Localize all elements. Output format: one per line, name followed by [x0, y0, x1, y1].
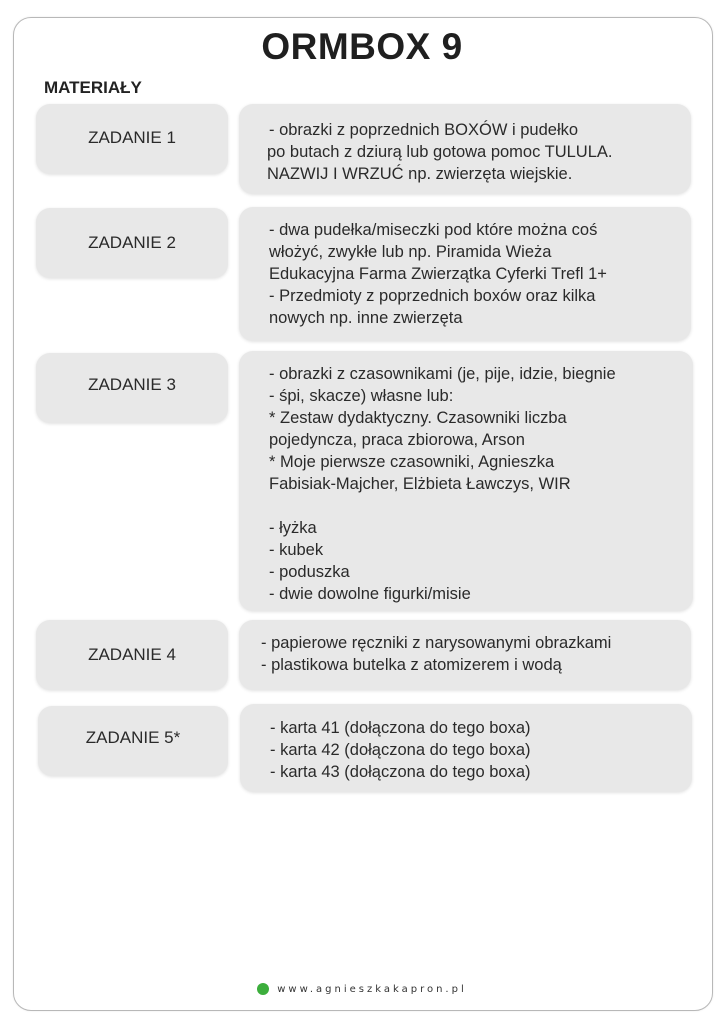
task-2-line: Edukacyjna Farma Zwierzątka Cyferki Trefl 1+	[269, 265, 607, 283]
task-label-2-text: ZADANIE 2	[88, 233, 176, 252]
task-2-line: - Przedmioty z poprzednich boxów oraz kilka	[269, 287, 596, 305]
leaf-icon	[257, 983, 269, 995]
task-label-1-text: ZADANIE 1	[88, 128, 176, 147]
task-3-line: - dwie dowolne figurki/misie	[269, 585, 471, 603]
task-3-line: - kubek	[269, 541, 324, 559]
task-content-2	[239, 207, 691, 341]
task-content-3	[239, 351, 693, 611]
task-content-4	[239, 620, 691, 690]
task-label-5	[38, 706, 228, 776]
task-4-line: - plastikowa butelka z atomizerem i wodą	[261, 656, 562, 674]
section-label-materials: MATERIAŁY	[44, 78, 142, 97]
task-label-2	[36, 208, 228, 278]
task-2-line: - dwa pudełka/miseczki pod które można coś	[269, 221, 598, 239]
task-label-3-text: ZADANIE 3	[88, 375, 176, 394]
task-4-line: - papierowe ręczniki z narysowanymi obrazkami	[261, 634, 612, 652]
task-3-line: - śpi, skacze) własne lub:	[269, 387, 454, 405]
task-2-line: nowych np. inne zwierzęta	[269, 309, 463, 327]
task-3-line: * Zestaw dydaktyczny. Czasowniki liczba	[269, 409, 567, 427]
task-label-4-text: ZADANIE 4	[88, 645, 176, 664]
task-5-line: - karta 41 (dołączona do tego boxa)	[270, 719, 531, 737]
task-1-line: - obrazki z poprzednich BOXÓW i pudełko	[269, 121, 579, 139]
task-1-line: po butach z dziurą lub gotowa pomoc TULULA.	[267, 143, 613, 161]
task-label-5-text: ZADANIE 5*	[85, 728, 181, 747]
task-content-5	[240, 704, 692, 792]
task-5-line: - karta 42 (dołączona do tego boxa)	[270, 741, 531, 759]
task-2-line: włożyć, zwykłe lub np. Piramida Wieża	[269, 243, 552, 261]
task-content-1	[239, 104, 691, 194]
task-3-line: pojedyncza, praca zbiorowa, Arson	[269, 431, 525, 449]
task-3-line: * Moje pierwsze czasowniki, Agnieszka	[269, 453, 555, 471]
task-3-line: Fabisiak-Majcher, Elżbieta Ławczys, WIR	[269, 475, 571, 493]
footer	[0, 983, 724, 995]
task-label-3	[36, 353, 228, 423]
task-3-line: - łyżka	[269, 519, 317, 537]
footer-url[interactable]: www.agnieszkakapron.pl	[277, 983, 467, 995]
task-label-4	[36, 620, 228, 690]
task-5-line: - karta 43 (dołączona do tego boxa)	[270, 763, 531, 781]
task-3-line: - poduszka	[269, 563, 350, 581]
task-3-line: - obrazki z czasownikami (je, pije, idzie, biegnie	[269, 365, 616, 383]
page-title: ORMBOX 9	[261, 26, 463, 67]
task-3-line	[269, 495, 685, 517]
task-label-1	[36, 104, 228, 174]
task-1-line: NAZWIJ I WRZUĆ np. zwierzęta wiejskie.	[267, 165, 573, 183]
